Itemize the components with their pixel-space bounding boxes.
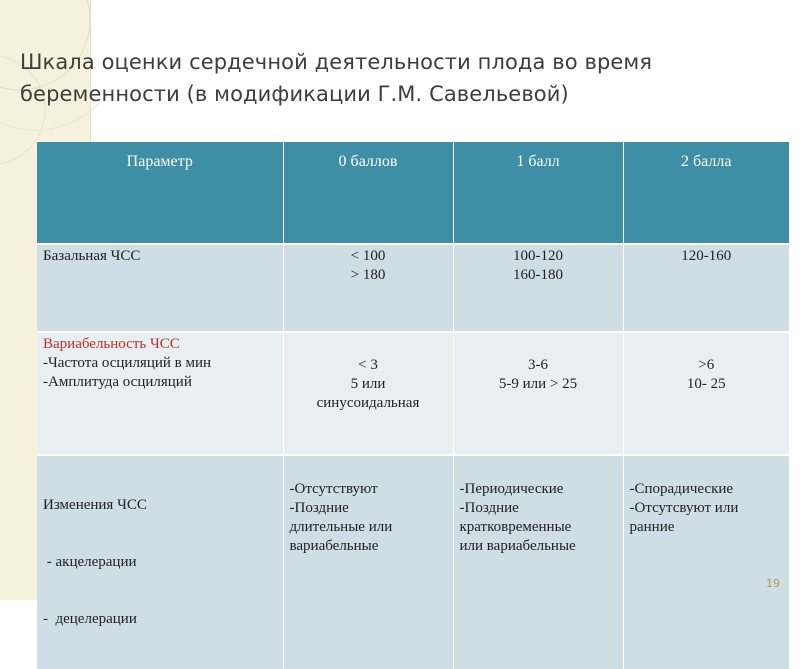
cell-line: 5 или — [350, 376, 386, 392]
cell-line: Изменения ЧСС — [43, 497, 147, 513]
cell-line: - акцелерации — [43, 554, 137, 570]
cell-line: длительные или — [289, 519, 393, 535]
cell-line: - децелерации — [43, 611, 137, 627]
score1-cell — [453, 244, 623, 332]
score0-cell — [283, 244, 453, 332]
score2-cell — [623, 244, 789, 332]
cell-line: 100-120 — [513, 248, 563, 264]
slide-title: Шкала оценки сердечной деятельности плода во время беременности (в модификации Г.М. Савельевой) — [20, 50, 653, 106]
cell-line: 10- 25 — [686, 376, 726, 392]
table-row — [37, 332, 789, 455]
cell-line: -Частота осциляций в мин — [43, 355, 212, 371]
cell-line: 5-9 или > 25 — [498, 376, 578, 392]
cell-line: -Периодические — [459, 481, 564, 497]
cell-line: < 3 — [358, 357, 378, 373]
score1-cell — [453, 332, 623, 455]
cell-line: вариабельные — [289, 538, 379, 554]
cell-line: -Поздние — [289, 500, 349, 516]
param-cell — [37, 244, 283, 332]
score2-cell — [623, 332, 789, 455]
cell-line: -Отсутствуют — [289, 481, 378, 497]
score0-cell — [283, 332, 453, 455]
param-cell — [37, 455, 283, 669]
header-score-2: 2 балла — [623, 142, 789, 244]
cell-line: Базальная ЧСС — [43, 248, 141, 264]
table-header-row — [37, 142, 789, 244]
cell-line: -Отсутсвуют или — [629, 500, 739, 516]
cell-line: 120-160 — [681, 248, 732, 264]
header-parameter: Параметр — [37, 142, 283, 244]
cell-line: ранние — [629, 519, 675, 535]
cell-line: < 100 — [350, 248, 386, 264]
scoring-table — [37, 142, 789, 669]
score2-cell — [623, 455, 789, 669]
cell-line: -Амплитуда осциляций — [43, 374, 192, 390]
cell-line: 160-180 — [513, 267, 563, 283]
cell-line: 3-6 — [528, 357, 548, 373]
table-row — [37, 244, 789, 332]
table-row — [37, 455, 789, 669]
cell-line: -Поздние — [459, 500, 519, 516]
cell-line: Вариабельность ЧСС — [43, 336, 180, 352]
header-score-1: 1 балл — [453, 142, 623, 244]
param-cell — [37, 332, 283, 455]
score0-cell — [283, 455, 453, 669]
cell-line: > 180 — [350, 267, 386, 283]
cell-line: синусоидальная — [316, 395, 420, 411]
score1-cell — [453, 455, 623, 669]
cell-line: -Спорадические — [629, 481, 734, 497]
cell-line: >6 — [698, 357, 715, 373]
cell-line: или вариабельные — [459, 538, 576, 554]
page-number: 19 — [766, 577, 780, 590]
cell-line: кратковременные — [459, 519, 572, 535]
header-score-0: 0 баллов — [283, 142, 453, 244]
